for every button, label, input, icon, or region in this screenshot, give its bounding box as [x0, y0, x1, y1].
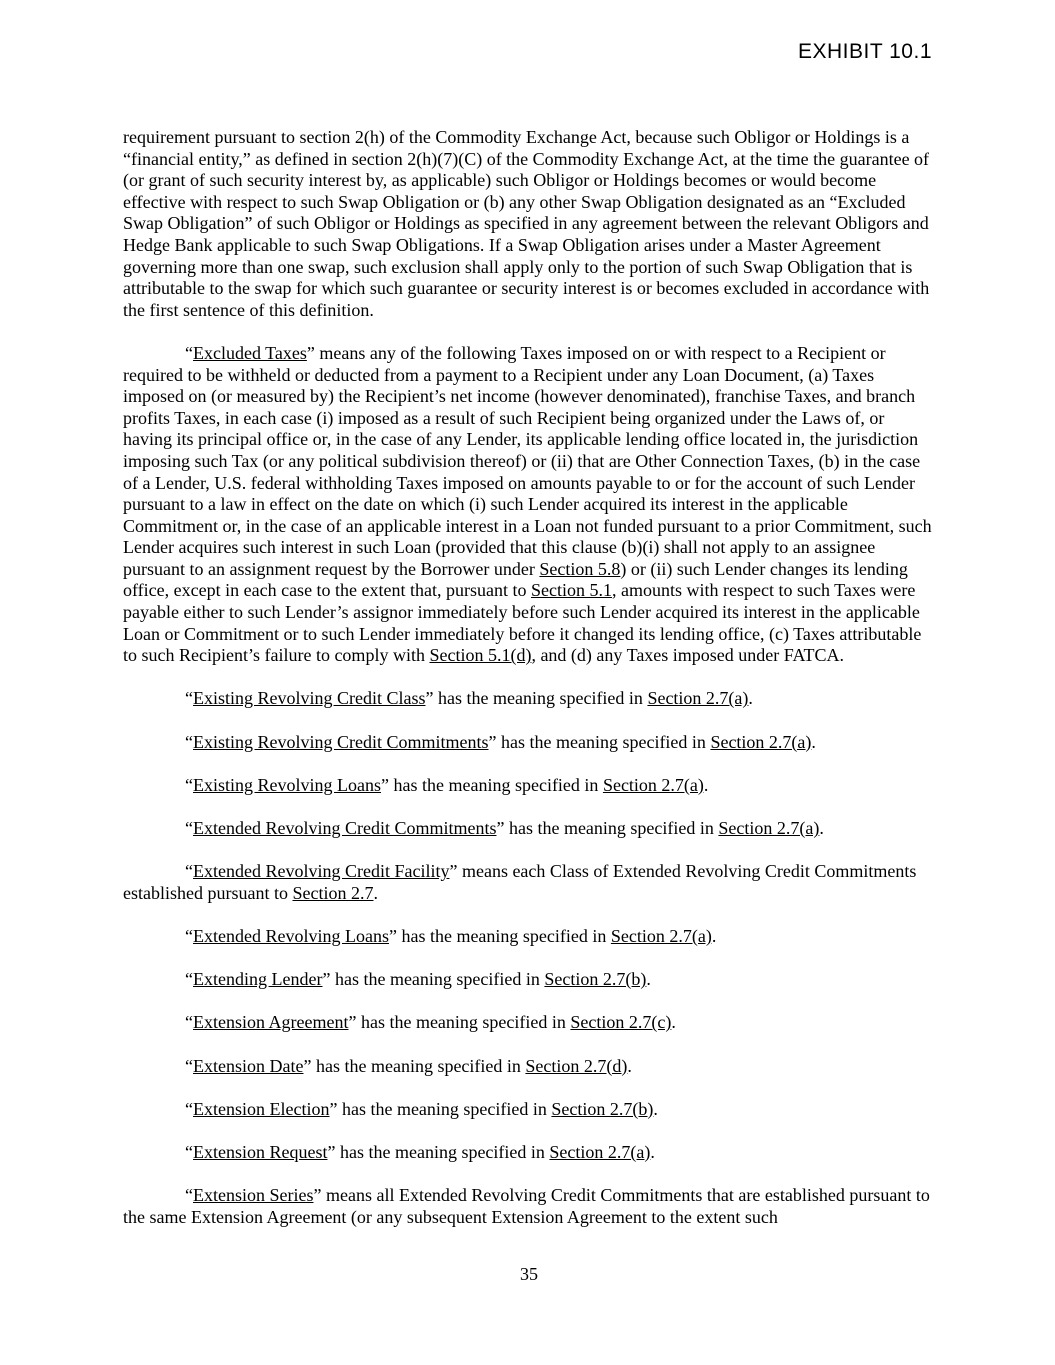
text-run: “ [185, 342, 193, 363]
text-run: . [627, 1055, 632, 1076]
paragraph-existing-revolving-loans-definition [123, 775, 935, 797]
text-run: . [671, 1012, 676, 1033]
underlined-term: Extension Agreement [193, 1012, 349, 1033]
paragraph-excluded-taxes-definition [123, 343, 935, 667]
paragraph-extended-revolving-credit-commitments-definition [123, 818, 935, 840]
text-run: . [748, 688, 753, 709]
underlined-term: Section 2.7(a) [602, 774, 704, 795]
underlined-term: Existing Revolving Credit Class [193, 688, 426, 709]
text-run: “ [185, 1098, 193, 1119]
text-run: “ [185, 1055, 193, 1076]
underlined-term: Section 2.7(a) [710, 731, 812, 752]
underlined-term: Extended Revolving Credit Commitments [193, 818, 497, 838]
paragraph-extended-revolving-loans-definition [123, 926, 935, 948]
paragraph-existing-revolving-credit-class-definition [123, 688, 935, 710]
text-run: requirement pursuant to section 2(h) of the Commodity Exchange Act, because such Obligor or Holdings is a “financial entity,” as defined in section 2(h)(7)(C) of the Commodity Exchange Act, at the time the guarantee of (or grant of such security interest by, as applicable) such Obligor or Holdings becomes or would become effective with respect to such Swap Obligation or (b) any other Swap Obligation designated as an “Excluded Swap Obligation” of such Obligor or Holdings as specified in any agreement between the relevant Obligors and Hedge Bank applicable to such Swap Obligations. If a Swap Obligation arises under a Master Agreement governing more than one swap, such exclusion shall apply only to the portion of such Swap Obligation that is attributable to the swap for which such guarantee or security interest is or becomes excluded in accordance with the first sentence of this definition. [123, 127, 930, 320]
text-run: ” has the meaning specified in [348, 1012, 571, 1033]
text-run: ” has the meaning specified in [303, 1055, 526, 1076]
text-run: . [373, 882, 378, 903]
underlined-term: Section 2.7(b) [551, 1098, 654, 1119]
paragraph-existing-revolving-credit-commitments-definition [123, 732, 935, 754]
document-body [123, 127, 935, 1250]
text-run: “ [185, 1141, 193, 1162]
underlined-term: Section 2.7(a) [647, 688, 749, 709]
text-run: “ [185, 688, 193, 709]
text-run: . [646, 969, 651, 990]
text-run: ” means any of the following Taxes imposed on or with respect to a Recipient or required to be withheld or deducted from a payment to a Recipient under any Loan Document, (a) Taxes imposed on (or measured by) the Recipient’s net income (however denominated), franchise Taxes, and branch profits Taxes, in each case (i) imposed as a result of such Recipient being organized under the Laws of, or having its principal office or, in the case of any Lender, its applicable lending office located in, the jurisdiction imposing such Tax (or any political subdivision thereof) or (ii) that are Other Connection Taxes, (b) in the case of a Lender, U.S. federal withholding Taxes imposed on amounts payable to or for the account of such Lender pursuant to a law in effect on the date on which (i) such Lender acquired its interest in the applicable Commitment or, in the case of an applicable interest in a Loan not funded pursuant to a prior Commitment, such Lender acquires such interest in such Loan (provided that this clause (b)(i) shall not apply to an assignee pursuant to an assignment request by the Borrower under [123, 342, 932, 579]
text-run: “ [185, 818, 193, 838]
text-run: “ [185, 1185, 193, 1206]
underlined-term: Extending Lender [193, 969, 323, 990]
paragraph-excluded-swap-obligation-continuation [123, 127, 935, 321]
underlined-term: Excluded Taxes [193, 342, 307, 363]
text-run: ” has the meaning specified in [425, 688, 648, 709]
paragraph-extension-election-definition [123, 1099, 935, 1121]
text-run: ” has the meaning specified in [327, 1141, 550, 1162]
text-run: . [653, 1098, 658, 1119]
text-run: “ [185, 731, 193, 752]
text-run: ” has the meaning specified in [496, 818, 719, 838]
underlined-term: Extension Request [193, 1141, 328, 1162]
underlined-term: Extension Date [193, 1055, 304, 1076]
text-run: ” has the meaning specified in [329, 1098, 552, 1119]
text-run: . [711, 925, 717, 946]
text-run: ” means each Class of Extended Revolving Credit Commitments established pursuant to [123, 861, 917, 903]
underlined-term: Existing Revolving Loans [193, 774, 381, 795]
paragraph-extended-revolving-credit-facility-definition [123, 861, 935, 904]
text-run: “ [185, 774, 193, 795]
underlined-term: Section 2.7(a) [610, 925, 712, 946]
underlined-term: Section 2.7(d) [525, 1055, 628, 1076]
paragraph-extension-request-definition [123, 1142, 935, 1164]
underlined-term: Section 5.1(d) [429, 645, 532, 666]
text-run: ” has the meaning specified in [322, 969, 545, 990]
text-run: “ [185, 861, 193, 882]
text-run: “ [185, 1012, 193, 1033]
text-run: ” has the meaning specified in [488, 731, 711, 752]
underlined-term: Section 5.1 [531, 580, 613, 601]
text-run: , amounts with respect to such Taxes were payable either to such Lender’s assignor immediately before such Lender acquired its interest in the applicable Loan or Commitment or to such Lender immediately before it changed its lending office, (c) Taxes attributable to such Recipient’s failure to comply with [123, 580, 922, 666]
paragraph-extension-agreement-definition [123, 1012, 935, 1034]
paragraph-extending-lender-definition [123, 969, 935, 991]
paragraph-extension-date-definition [123, 1056, 935, 1078]
underlined-term: Extended Revolving Loans [193, 925, 389, 946]
text-run: . [811, 731, 816, 752]
text-run: “ [185, 925, 193, 946]
underlined-term: Section 2.7 [292, 882, 374, 903]
text-run: ” has the meaning specified in [381, 774, 603, 795]
underlined-term: Section 2.7(a) [549, 1141, 651, 1162]
underlined-term: Section 2.7(b) [544, 969, 647, 990]
underlined-term: Existing Revolving Credit Commitments [193, 731, 489, 752]
text-run: ” has the meaning specified in [388, 925, 611, 946]
text-run: . [703, 774, 709, 795]
text-run: . [650, 1141, 655, 1162]
text-run: . [819, 818, 824, 838]
paragraph-extension-series-definition [123, 1185, 935, 1228]
text-run: ) or (ii) such Lender changes its lending office, except in each case to the extent that, pursuant to [123, 558, 908, 601]
exhibit-label: EXHIBIT 10.1 [797, 40, 932, 63]
text-run: , and (d) any Taxes imposed under FATCA. [531, 645, 844, 666]
page-number: 35 [520, 1264, 538, 1284]
text-run: “ [185, 969, 193, 990]
underlined-term: Section 2.7(a) [718, 818, 820, 838]
text-run: ” means all Extended Revolving Credit Commitments that are established pursuant to the same Extension Agreement (or any subsequent Extension Agreement to the extent such [123, 1185, 930, 1227]
underlined-term: Extended Revolving Credit Facility [193, 861, 450, 882]
underlined-term: Extension Series [193, 1185, 314, 1206]
underlined-term: Extension Election [193, 1098, 330, 1119]
underlined-term: Section 5.8 [539, 558, 621, 579]
underlined-term: Section 2.7(c) [570, 1012, 672, 1033]
